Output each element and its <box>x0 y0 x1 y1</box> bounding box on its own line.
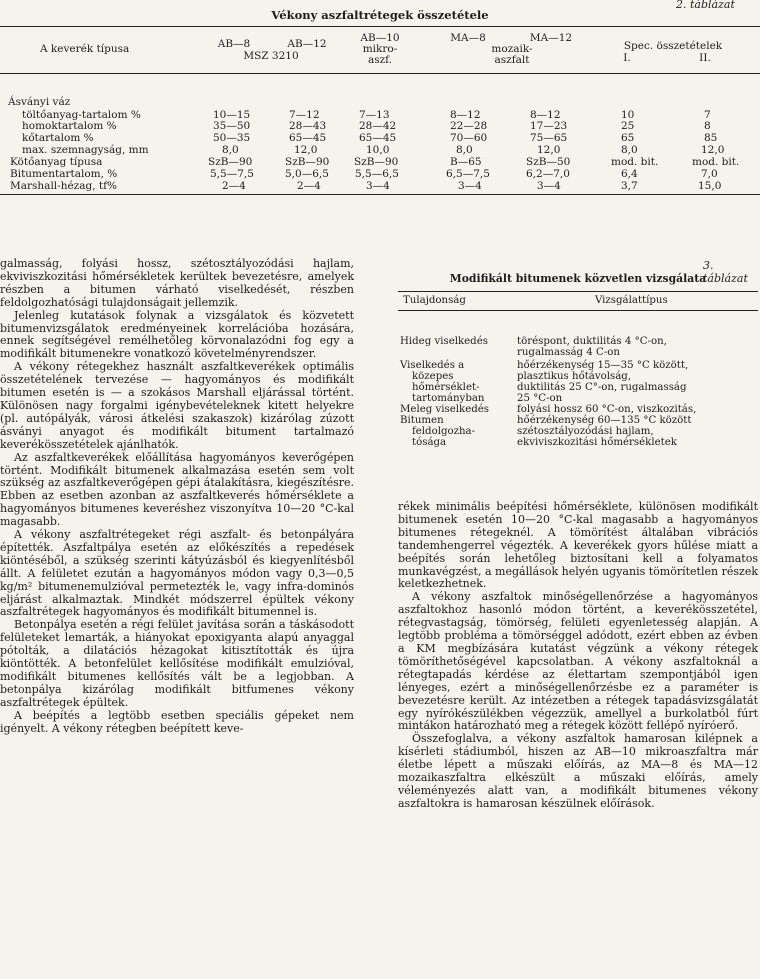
table2-cell: 17—23 <box>530 120 568 132</box>
table2-cell: 28—42 <box>359 120 397 132</box>
table2-cell: 6,5—7,5 <box>446 168 490 180</box>
paragraph: A vékony aszfaltok minőségellenőrzése a hagyományos aszfaltokhoz hasonló módon történt, a keverékösszetétel, rétegvastagság, tömörség, felületi egyenletesség alapján. A legtöbb probléma a tömörséggel adódott, ezért ebben az évben a KM megbízására kutatást végzünk a vékony rétegek tömöríthetőségével kapcsolatban. A vékony aszfaltoknál a rétegtapadás kérdése az élettartam szempontjából igen lényeges, ezért a minőségellenőrzésbe ez a paraméter is bevezetésre került. Az intézetben a rétegek tapadásvizsgálatát egy nyírókészülékben végezzük, amellyel a burkolatból fúrt mintákon határozható meg a rétegek között fellépő nyíróerő. <box>398 590 758 733</box>
table2-cell: 12,0 <box>701 144 725 156</box>
table2-row-label: homoktartalom % <box>22 120 117 132</box>
table2-cell: 5,5—7,5 <box>210 168 254 180</box>
table2-cell: SzB—90 <box>208 156 253 168</box>
table2-cell: 22—28 <box>450 120 488 132</box>
table2-cell: 3,7 <box>621 180 638 192</box>
table3-test: 25 °C-on <box>517 393 563 404</box>
table2-cell: 7—12 <box>289 109 320 121</box>
table2-cell: 10—15 <box>213 109 251 121</box>
table2-header-ab12: AB—12 <box>287 38 327 50</box>
table3-test: ekviviszkozitási hőmérsékletek <box>517 437 677 448</box>
table2-row-label: Marshall-hézag, tf% <box>10 180 117 192</box>
table2-title: Vékony aszfaltrétegek összetétele <box>271 8 489 22</box>
table2-cell: 2—4 <box>222 180 246 192</box>
table2-cell: 25 <box>621 120 635 132</box>
table3-property: tósága <box>412 437 447 448</box>
table2-cell: 50—35 <box>213 132 251 144</box>
table3-header-rule <box>398 310 758 311</box>
table2-cell: 10 <box>621 109 635 121</box>
table3-property: Meleg viselkedés <box>400 404 490 415</box>
table2-header-mozaik-line1: mozaik- <box>491 43 533 55</box>
table2-cell: 85 <box>704 132 718 144</box>
table2-cell: SzB—50 <box>526 156 571 168</box>
table2-label: 2. táblázat <box>676 0 735 11</box>
table3-top-rule <box>398 291 758 292</box>
table2-cell: 6,4 <box>621 168 638 180</box>
table2-cell: 75—65 <box>530 132 568 144</box>
table2-cell: 3—4 <box>458 180 482 192</box>
left-column-text <box>0 258 354 736</box>
paragraph: Betonpálya esetén a régi felület javítása során a táskásodott felületeket lemarták, a hiányokat epoxigyanta alapú anyaggal pótolták, a dilatációs hézagokat kitisztították és újra kiöntötték. A betonfelület kellősítése modifikált emulzióval, modifikált bitumenes kellősítés vált be a legjobban. A betonpálya kizárólag modifikált bitfumenes vékony aszfaltrétegek épültek. <box>0 618 354 709</box>
table3-property: feldolgozha- <box>412 426 476 437</box>
table2-header-spec2: II. <box>699 52 711 64</box>
table3-test: folyási hossz 60 °C-on, viszkozitás, <box>517 404 697 415</box>
paragraph: A beépítés a legtöbb esetben speciális gépeket nem igényelt. A vékony rétegben beépített keve- <box>0 708 354 735</box>
table3-test: rugalmasság 4 C-on <box>517 347 620 358</box>
table2-header-spec: Spec. összetételek <box>623 40 723 52</box>
table2-cell: mod. bit. <box>692 156 740 168</box>
table3-title: Modifikált bitumenek közvetlen vizsgálata <box>449 272 707 285</box>
table2-cell: 5,0—6,5 <box>285 168 329 180</box>
table2-header-mozaik-line2: aszfalt <box>494 54 530 66</box>
paragraph: A vékony aszfaltrétegeket régi aszfalt- és betonpályára építették. Aszfaltpálya esetén az előkészítés a repedések kiöntéséből, a szükség szerinti kátyúzásból és kiegyenlítésből állt. A felületet ezután a hagyományos módon vagy 0,3—0,5 kg/m² bitumenemulzióval permetezték le, vagy infra-dominós eljárást alkalmaztak. Mindkét módszerrel épültek vékony aszfaltrétegek hagyományos és modifikált bitumennel is. <box>0 528 354 619</box>
table2-cell: 8,0 <box>222 144 239 156</box>
paragraph: rékek minimális beépítési hőmérséklete, különösen modifikált bitumenek esetén 10—20 °C-kal magasabb a hagyományos bitumenes rétegeknél. A tömörítést általában vibrációs tandemhengerrel végezték. A keverékek gyors hűlése miatt a beépítés során lehetőleg biztosítani kell a folyamatos munkavégzést, a megállások helyén ugyanis tömörítetlen részek keletkezhetnek. <box>398 500 758 591</box>
table2-cell: 8,0 <box>456 144 473 156</box>
table2-cell: mod. bit. <box>611 156 659 168</box>
table2-top-rule <box>0 26 760 27</box>
table2-cell: 10,0 <box>366 144 390 156</box>
table2-header-rule <box>0 73 760 74</box>
table3-test: töréspont, duktilitás 4 °C-on, <box>517 336 667 347</box>
table2-cell: 8—12 <box>450 109 481 121</box>
table3-property: hőmérséklet- <box>412 382 480 393</box>
table2-row-label: max. szemnagyság, mm <box>22 144 149 156</box>
paragraph: Az aszfaltkeverékek előállítása hagyományos keverőgépen történt. Modifikált bitumenek alkalmazása esetén sem volt szükség az aszfaltkeverőgépen gépi átalakításra, kiegészítésre. Ebben az esetben azonban az aszfaltkeverés hőmérséklete a hagyományos bitumenes keveréshez viszonyítva 10—20 °C-kal magasabb. <box>0 450 354 529</box>
table2-cell: 8,0 <box>621 144 638 156</box>
table2-cell: 8 <box>704 120 711 132</box>
table3-label: 3. táblázat <box>703 259 748 285</box>
table3-test: plasztikus hőtávolság, <box>517 371 632 382</box>
paragraph: Összefoglalva, a vékony aszfaltok hamarosan kilépnek a kísérleti stádiumból, hiszen az AB—10 mikroaszfaltra már életbe lépett a műszaki előírás, az MA—8 és MA—12 mozaikaszfaltra elkészült a műszaki előírás, amely véleményezés alatt van, a modifikált bitumenes vékony aszfaltokra is hamarosan készülnek előírások. <box>398 732 758 810</box>
table2-cell: 12,0 <box>294 144 318 156</box>
right-column-text <box>398 501 758 811</box>
table3-test: hőérzékenység 15—35 °C között, <box>517 360 689 371</box>
table2-cell: 7,0 <box>701 168 718 180</box>
table2-header-ma8: MA—8 <box>450 32 486 44</box>
table3-property: közepes <box>412 371 454 382</box>
table2-cell: B—65 <box>450 156 482 168</box>
table3-test: hőérzékenység 60—135 °C között <box>517 415 692 426</box>
table2-cell: 15,0 <box>698 180 722 192</box>
table2-header-type: A keverék típusa <box>40 43 130 55</box>
table3-property: tartományban <box>412 393 485 404</box>
table2-cell: SzB—90 <box>354 156 399 168</box>
table3-test: szétosztályozódási hajlam, <box>517 426 654 437</box>
table2-bottom-rule <box>0 194 760 195</box>
table2-cell: 65 <box>621 132 635 144</box>
table2-header-ab10-line1: AB—10 <box>360 32 400 44</box>
table2-cell: 2—4 <box>297 180 321 192</box>
table2-cell: 28—43 <box>289 120 327 132</box>
table3-test: duktilitás 25 C°-on, rugalmasság <box>517 382 687 393</box>
paragraph: galmasság, folyási hossz, szétosztályozódási hajlam, ekviviszkozitási hőmérsékletek kerültek bevezetésre, amelyek részben a bitumen várható viselkedését, részben feldolgozhatósági tulajdonságait jellemzik. <box>0 257 354 309</box>
table3-col2-header: Vizsgálattípus <box>595 295 668 306</box>
table2-cell: 35—50 <box>213 120 251 132</box>
table2-header-ma12: MA—12 <box>529 32 573 44</box>
table2-cell: 3—4 <box>366 180 390 192</box>
table2-cell: 65—45 <box>289 132 327 144</box>
table2-cell: 7 <box>704 109 711 121</box>
table2-cell: 12,0 <box>537 144 561 156</box>
table2-cell: 5,5—6,5 <box>355 168 399 180</box>
table2-cell: SzB—90 <box>285 156 330 168</box>
paragraph: A vékony rétegekhez használt aszfaltkeverékek optimális összetételének tervezése — hagyományos és modifikált bitumen esetén is — a szokásos Marshall eljárással történt. Különösen nagy forgalmi igénybevételeknek kitett helyekre (pl. autópályák, városi átkelési szakaszok) kizárólag zúzott ásványi anyagot és modifikált bitument tartalmazó keverékösszetételek ajánlhatók. <box>0 360 354 451</box>
table2-header-ab8: AB—8 <box>217 38 251 50</box>
table2-header-ab10-line3: aszf. <box>367 54 393 66</box>
table2-cell: 8—12 <box>530 109 561 121</box>
table3-col1-header: Tulajdonság <box>403 295 466 306</box>
table2-header-msz: MSZ 3210 <box>243 50 299 62</box>
paragraph: Jelenleg kutatások folynak a vizsgálatok és közvetett bitumenvizsgálatok eredményeinek korrelációba hozására, ennek segítségével remélhetőleg körvonalazódni fog egy a modifikált bitumenekre vonatkozó követelményrendszer. <box>0 308 354 361</box>
table2-row-label: kőtartalom % <box>22 132 94 144</box>
table2-row-label: Bitumentartalom, % <box>10 168 118 180</box>
table2-cell: 3—4 <box>537 180 561 192</box>
table2-header-ab10-line2: mikro- <box>362 43 398 55</box>
table2-cell: 65—45 <box>359 132 397 144</box>
table3-property: Bitumen <box>400 415 444 426</box>
table2-header-spec1: I. <box>623 52 631 64</box>
table3-property: Viselkedés a <box>400 360 465 371</box>
table3-property: Hideg viselkedés <box>400 336 488 347</box>
table2-row-label: töltőanyag-tartalom % <box>22 109 141 121</box>
table2-row-label: Kötőanyag típusa <box>10 156 103 168</box>
table2-cell: 70—60 <box>450 132 488 144</box>
table2-section-label: Ásványi váz <box>8 96 71 108</box>
table2-cell: 7—13 <box>359 109 390 121</box>
table2-cell: 6,2—7,0 <box>526 168 570 180</box>
